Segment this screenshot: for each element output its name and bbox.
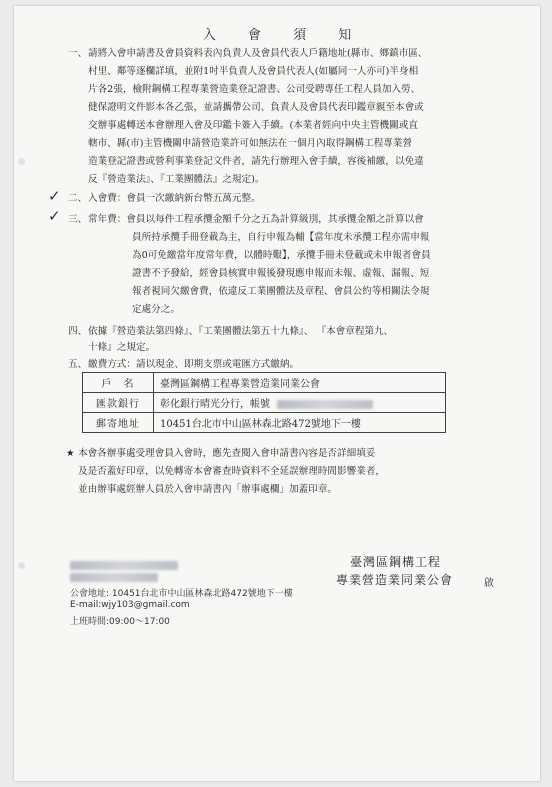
- page-title: 入 會 須 知: [202, 28, 366, 43]
- payment-info-table: [82, 372, 446, 433]
- section2-text: 入會費：會員一次繳納新台幣五萬元整。: [88, 193, 261, 204]
- note-line: 及是否蓋好印章，以免轉寄本會審查時資料不全延誤辦理時間影響業者，: [78, 466, 385, 477]
- handwritten-check-icon: ✓: [48, 187, 61, 205]
- table-row: [83, 413, 446, 433]
- section5-marker: 五、: [68, 359, 88, 370]
- section1-line: 村里、鄰等逐欄詳填，並附1吋半負責人及會員代表人(如屬同一人亦可)半身相: [88, 66, 419, 77]
- org-name-line1: 臺灣區鋼構工程: [350, 555, 442, 569]
- table-row: [83, 393, 446, 413]
- note-line: 並由辦事處經辦人員於入會申請書內「辦事處欄」加蓋印章。: [78, 484, 338, 495]
- sign-off: 啟: [484, 578, 495, 589]
- org-name-line2: 專業營造業同業公會: [336, 573, 454, 587]
- section1-line: 轄市、縣(市)主管機關申請營造業許可如無法在一個月內取得鋼構工程專業營: [88, 138, 413, 149]
- redacted-contact-line: [70, 573, 158, 582]
- association-email: E-mail:wjy103@gmail.com: [70, 600, 190, 610]
- handwritten-check-icon: ✓: [48, 207, 61, 225]
- section3-line: 為0可免繳當年度常年費，以體時艱】，承攬手冊未登載或未申報者會員: [132, 250, 431, 261]
- section1-line: 片各2張，檢附鋼構工程專業營造業登記證書、公司受聘專任工程人員加入勞、: [88, 84, 421, 95]
- section4-line: 依據『營造業法第四條』、『工業團體法第五十九條』、 『本會章程第九、: [88, 326, 394, 337]
- document-page: [14, 6, 540, 781]
- account-name-label: 戶 名: [83, 373, 154, 393]
- redacted-contact-line: [70, 561, 178, 570]
- account-name-value: 臺灣區鋼構工程專業營造業同業公會: [154, 373, 446, 393]
- association-address: 公會地址: 10451台北市中山區林森北路472號地下一樓: [70, 589, 293, 599]
- section3-line: 常年費：會員以每件工程承攬金額千分之五為計算級別，其承攬金額之計算以會: [88, 214, 424, 225]
- section3-marker: 三、: [68, 214, 88, 225]
- punch-hole: [18, 562, 25, 569]
- office-hours: 上班時間:09:00～17:00: [70, 617, 170, 627]
- bank-value: 彰化銀行晴光分行，帳號: [160, 399, 270, 410]
- section1-line: 反『營造業法』、『工業團體法』之規定)。: [88, 174, 265, 185]
- section4-line: 十條』之規定。: [88, 342, 156, 353]
- section1-marker: 一、: [68, 48, 88, 59]
- section3-line: 定處分之。: [132, 304, 180, 315]
- section2-marker: 二、: [68, 193, 88, 204]
- note-star-icon: ★: [66, 448, 75, 459]
- bank-label: 匯款銀行: [83, 393, 154, 413]
- mailing-address-value: 10451台北市中山區林森北路472號地下一樓: [154, 413, 446, 433]
- table-row: [83, 373, 446, 393]
- redacted-account-number: [277, 400, 373, 409]
- section3-line: 員所持承攬手冊登載為主，自行申報為輔【當年度未承攬工程亦需申報: [132, 232, 430, 243]
- section3-line: 報者視同欠繳會費，依違反工業團體法及章程、會員公約等相關法令規: [132, 286, 430, 297]
- section4-marker: 四、: [68, 326, 88, 337]
- section1-line: 健保證明文件影本各乙張，並請攜帶公司、負責人及會員代表印鑑章親至本會或: [88, 102, 424, 113]
- bank-cell: [154, 393, 446, 413]
- section1-line: 造業登記證書或營利事業登記文件者，請先行辦理入會手續，容後補繳，以免違: [88, 156, 424, 167]
- section1-line: 請將入會申請書及會員資料表內負責人及會員代表人戶籍地址(縣市、鄉鎮市區、: [88, 48, 428, 59]
- section3-line: 證書不予發給，經會員核實申報後發現應申報而未報、虛報、漏報、短: [132, 268, 430, 279]
- mailing-address-label: 郵寄地址: [83, 413, 154, 433]
- note-line: 本會各辦事處受理會員入會時，應先查閱入會申請書內容是否詳細填妥: [78, 448, 376, 459]
- punch-hole: [18, 158, 25, 165]
- section1-line: 交辦事處轉送本會辦理入會及印鑑卡簽入手續。(本業者經向中央主管機關或直: [88, 120, 418, 131]
- section5-text: 繳費方式：請以現金、即期支票或電匯方式繳納。: [88, 359, 300, 370]
